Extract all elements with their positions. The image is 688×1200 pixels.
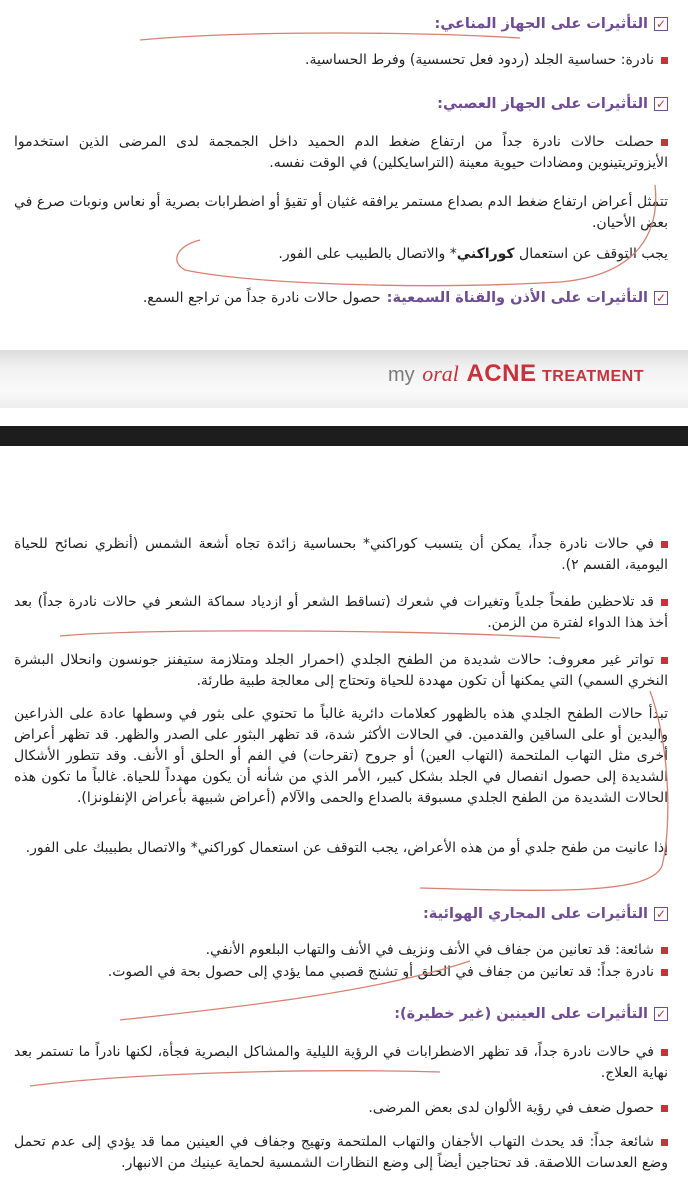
bullet-icon <box>661 657 668 664</box>
airways-item-2: نادرة جداً: قد تعانين من جفاف في الحلق أو تشنج قصبي مما يؤدي إلى حصول بحة في الصوت. <box>14 962 668 983</box>
brand-name: كوراكني <box>456 246 515 262</box>
checkbox-icon: ✓ <box>655 1007 667 1021</box>
dark-divider <box>0 426 688 446</box>
nervous-paragraph-1: تتمثل أعراض ارتفاع ضغط الدم بصداع مستمر يرافقه غثيان أو تقيؤ أو اضطرابات بصرية أو نعاس ونوبات صرع في بعض الأحيان. <box>14 194 668 231</box>
immune-item: نادرة: حساسية الجلد (ردود فعل تحسسية) وفرط الحساسية. <box>14 50 668 71</box>
checkbox-icon: ✓ <box>655 291 667 305</box>
airways-item-1: شائعة: قد تعانين من جفاف في الأنف ونزيف في الأنف والتهاب البلعوم الأنفي. <box>14 940 668 961</box>
eyes-heading: ✓ التأثيرات على العينين (غير خطيرة): <box>394 1006 667 1022</box>
brand-banner <box>0 350 688 446</box>
bullet-icon <box>661 1049 668 1056</box>
document-page-top <box>0 0 688 350</box>
checkbox-icon: ✓ <box>655 97 667 111</box>
skin-paragraph-1: تبدأ حالات الطفح الجلدي هذه بالظهور كعلامات دائرية غالباً ما تحتوي على بثور في وسطها عادة على الذراعين واليدين أو على الساقين والقدمين. في الحالات الأكثر شدة، قد تظهر البثور على الصدر والظهر. قد تظهر أعراض أخرى مثل التهاب الملتحمة (التهاب العين) أو جروح (تقرحات) في الفم أو الحلق أو الأنف. وقد تتطور الأشكال الشديدة إلى حصول انفصال في الجلد بشكل كبير، الأمر الذي من شأنه أن يكون مهدداً للحياة. غالباً ما تكون هذه الحالات الشديدة من الطفح الجلدي مسبوقة بالصداع والحمى والآلام (أعراض شبيهة بأعراض الإنفلونزا). <box>14 706 668 806</box>
eyes-item-3: شائعة جداً: قد يحدث التهاب الأجفان والتهاب الملتحمة وتهيج وجفاف في العينين مما قد يؤدي إلى عدم تحمل وضع العدسات اللاصقة. قد تحتاجين أيضاً إلى وضع النظارات الشمسية لحماية عينيك من الانبهار. <box>14 1134 668 1171</box>
nervous-paragraph-2: يجب التوقف عن استعمال كوراكني* والاتصال بالطبيب على الفور. <box>278 246 668 262</box>
bullet-icon <box>661 599 668 606</box>
airways-heading: ✓ التأثيرات على المجاري الهوائية: <box>422 906 667 922</box>
ear-heading: ✓ التأثيرات على الأذن والقناة السمعية: حصول حالات نادرة جداً من تراجع السمع. <box>142 290 667 306</box>
document-page-bottom <box>0 446 688 1200</box>
bullet-icon <box>661 57 668 64</box>
bullet-icon <box>661 1105 668 1112</box>
banner-strip <box>0 350 688 408</box>
skin-item-3: تواتر غير معروف: حالات شديدة من الطفح الجلدي (احمرار الجلد ومتلازمة ستيفنز جونسون وانحلال البشرة النخري السمي) التي يمكنها أن تكون مهددة للحياة وتحتاج إلى معالجة طبية طارئة. <box>14 652 668 689</box>
nervous-heading: ✓ التأثيرات على الجهاز العصبي: <box>437 96 667 112</box>
bullet-icon <box>661 969 668 976</box>
bullet-icon <box>661 947 668 954</box>
skin-paragraph-2: إذا عانيت من طفح جلدي أو من هذه الأعراض، يجب التوقف عن استعمال كوراكني* والاتصال بطبيبك على الفور. <box>25 840 668 856</box>
skin-item-2: قد تلاحظين طفحاً جلدياً وتغيرات في شعرك (تساقط الشعر أو ازدياد سماكة الشعر في حالات نادرة جداً) بعد أخذ هذا الدواء لفترة من الزمن. <box>14 594 668 631</box>
immune-heading: ✓ التأثيرات على الجهاز المناعي: <box>434 16 667 32</box>
bullet-icon <box>661 1139 668 1146</box>
nervous-item: حصلت حالات نادرة جداً من ارتفاع ضغط الدم الحميد داخل الجمجمة لدى المرضى الذين استخدموا الأيزوتريتينوين ومضادات حيوية معينة (التراسايكلين) في الوقت نفسه. <box>14 134 668 171</box>
bullet-icon <box>661 139 668 146</box>
checkbox-icon: ✓ <box>655 17 667 31</box>
eyes-item-2: حصول ضعف في رؤية الألوان لدى بعض المرضى. <box>14 1098 668 1119</box>
bullet-icon <box>661 541 668 548</box>
eyes-item-1: في حالات نادرة جداً، قد تظهر الاضطرابات في الرؤية الليلية والمشاكل البصرية فجأة، لكنها نادراً ما تستمر بعد نهاية العلاج. <box>14 1044 668 1081</box>
skin-item-1: في حالات نادرة جداً، يمكن أن يتسبب كوراكني* بحساسية زائدة تجاه أشعة الشمس (أنظري نصائح للحياة اليومية، القسم ٢). <box>14 536 668 573</box>
brand-logo: my oral ACNE TREATMENT <box>387 360 644 387</box>
checkbox-icon: ✓ <box>655 907 667 921</box>
